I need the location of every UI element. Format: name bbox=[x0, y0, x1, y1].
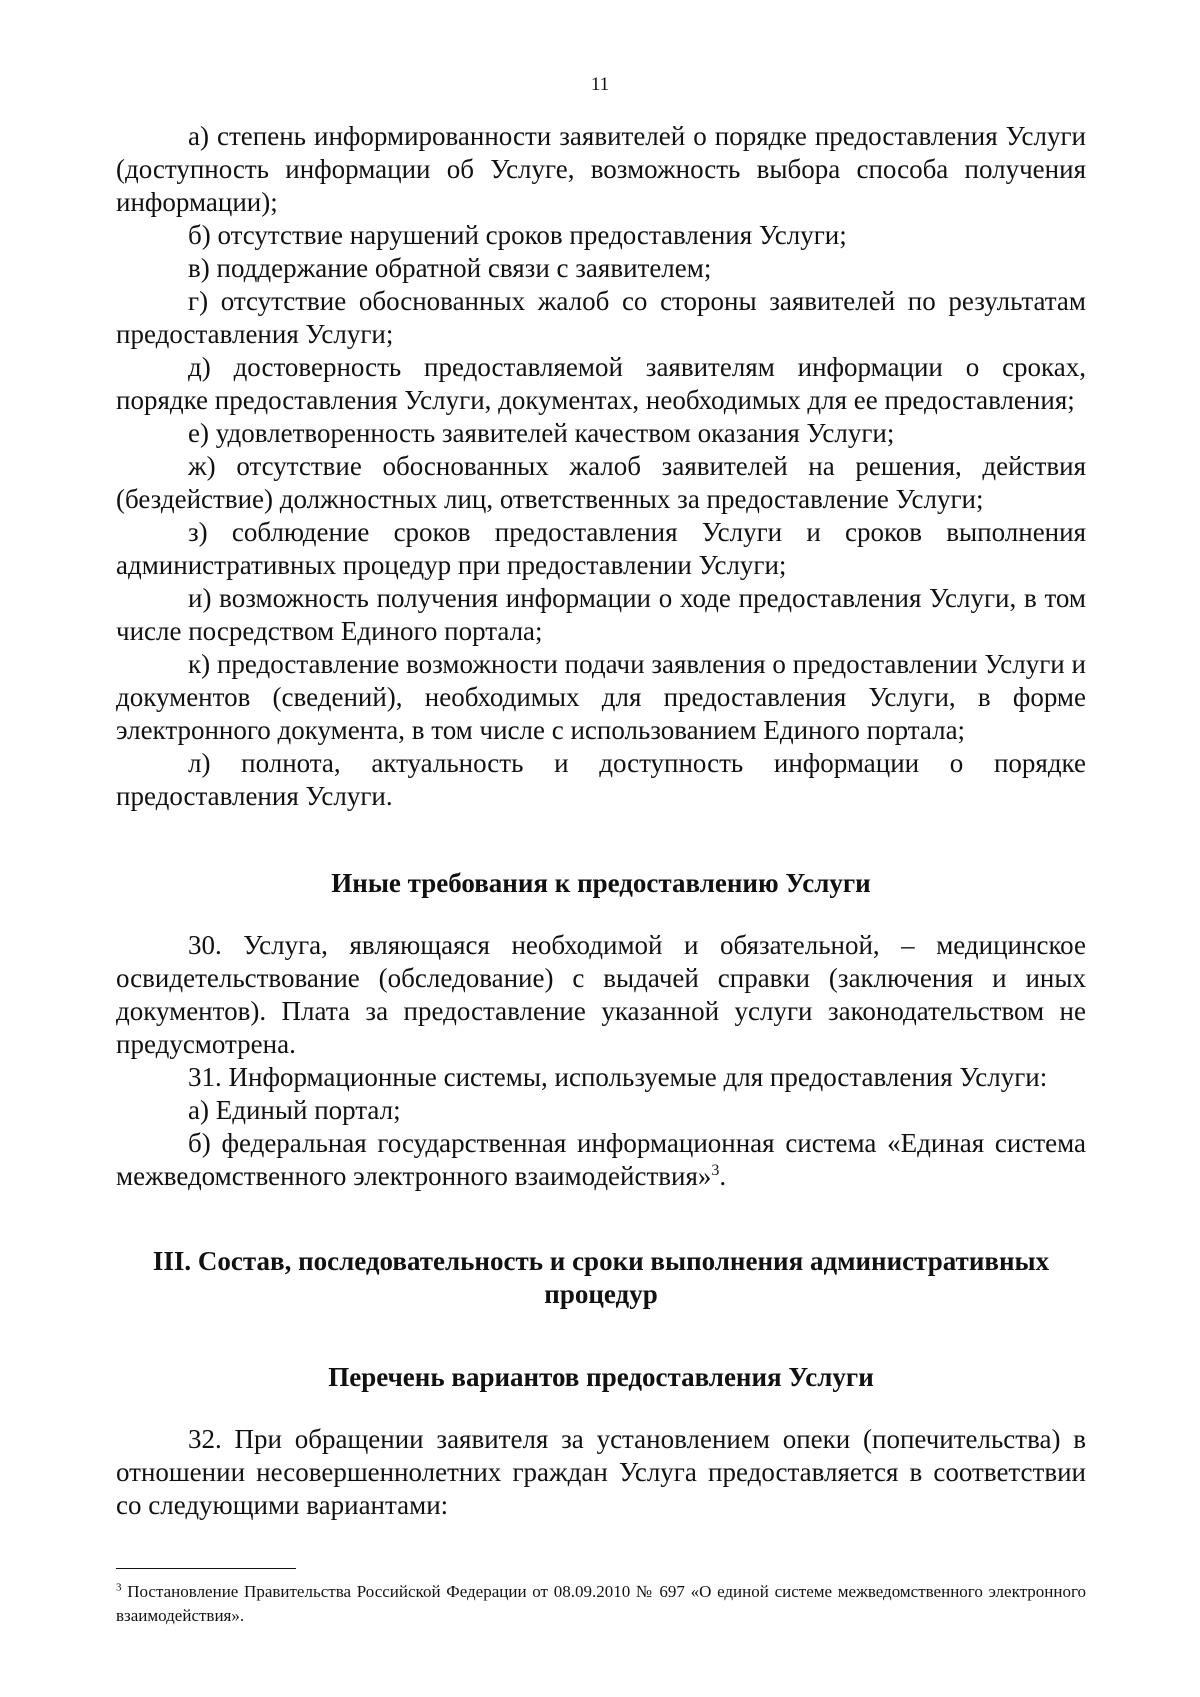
section-heading: Перечень вариантов предоставления Услуги bbox=[328, 1362, 874, 1392]
page-number: 11 bbox=[590, 74, 610, 95]
footnote bbox=[116, 1580, 1086, 1628]
footnote-text: Постановление Правительства Российской Федерации от 08.09.2010 № 697 «О единой системе межведомственного электронного взаимодействия». bbox=[116, 1582, 1086, 1625]
paragraph-31: 31. Информационные системы, используемые для предоставления Услуги: bbox=[188, 1062, 1048, 1092]
list-item: в) поддержание обратной связи с заявителем; bbox=[188, 253, 712, 283]
document-body bbox=[116, 120, 1086, 1522]
list-item: е) удовлетворенность заявителей качеством оказания Услуги; bbox=[188, 418, 895, 448]
chapter-heading: III. Состав, последовательность и сроки выполнения административных процедур bbox=[152, 1246, 1050, 1309]
list-item: г) отсутствие обоснованных жалоб со стороны заявителей по результатам предоставления Услуги; bbox=[116, 286, 1086, 349]
footnote-separator bbox=[116, 1568, 296, 1569]
paragraph-30: 30. Услуга, являющаяся необходимой и обязательной, – медицинское освидетельствование (обследование) с выдачей справки (заключения и иных документов). Плата за предоставление указанной услуги законодательством не предусмотрена. bbox=[116, 930, 1086, 1059]
list-item-text: б) федеральная государственная информационная система «Единая система межведомственного электронного взаимодействия» bbox=[116, 1128, 1086, 1191]
paragraph-32: 32. При обращении заявителя за установлением опеки (попечительства) в отношении несовершеннолетних граждан Услуга предоставляется в соответствии со следующими вариантами: bbox=[116, 1424, 1086, 1520]
list-item: д) достоверность предоставляемой заявителям информации о сроках, порядке предоставления Услуги, документах, необходимых для ее предоставления; bbox=[116, 352, 1086, 415]
list-item-end: . bbox=[719, 1161, 727, 1191]
list-item: л) полнота, актуальность и доступность информации о порядке предоставления Услуги. bbox=[116, 748, 1086, 811]
list-item: к) предоставление возможности подачи заявления о предоставлении Услуги и документов (сведений), необходимых для предоставления Услуги, в форме электронного документа, в том числе с использованием Единого портала; bbox=[116, 649, 1086, 745]
list-item bbox=[116, 1127, 1086, 1193]
list-item: б) отсутствие нарушений сроков предоставления Услуги; bbox=[188, 220, 847, 250]
list-item: а) Единый портал; bbox=[188, 1095, 401, 1125]
section-heading: Иные требования к предоставлению Услуги bbox=[331, 868, 871, 898]
list-item: з) соблюдение сроков предоставления Услуги и сроков выполнения административных процедур при предоставлении Услуги; bbox=[116, 517, 1086, 580]
footnote-marker: 3 bbox=[116, 1581, 122, 1594]
list-item: ж) отсутствие обоснованных жалоб заявителей на решения, действия (бездействие) должностных лиц, ответственных за предоставление Услуги; bbox=[116, 451, 1086, 514]
list-item: и) возможность получения информации о ходе предоставления Услуги, в том числе посредством Единого портала; bbox=[116, 583, 1086, 646]
list-item: а) степень информированности заявителей о порядке предоставления Услуги (доступность информации об Услуге, возможность выбора способа получения информации); bbox=[116, 121, 1086, 217]
footnote-reference: 3 bbox=[711, 1162, 720, 1179]
